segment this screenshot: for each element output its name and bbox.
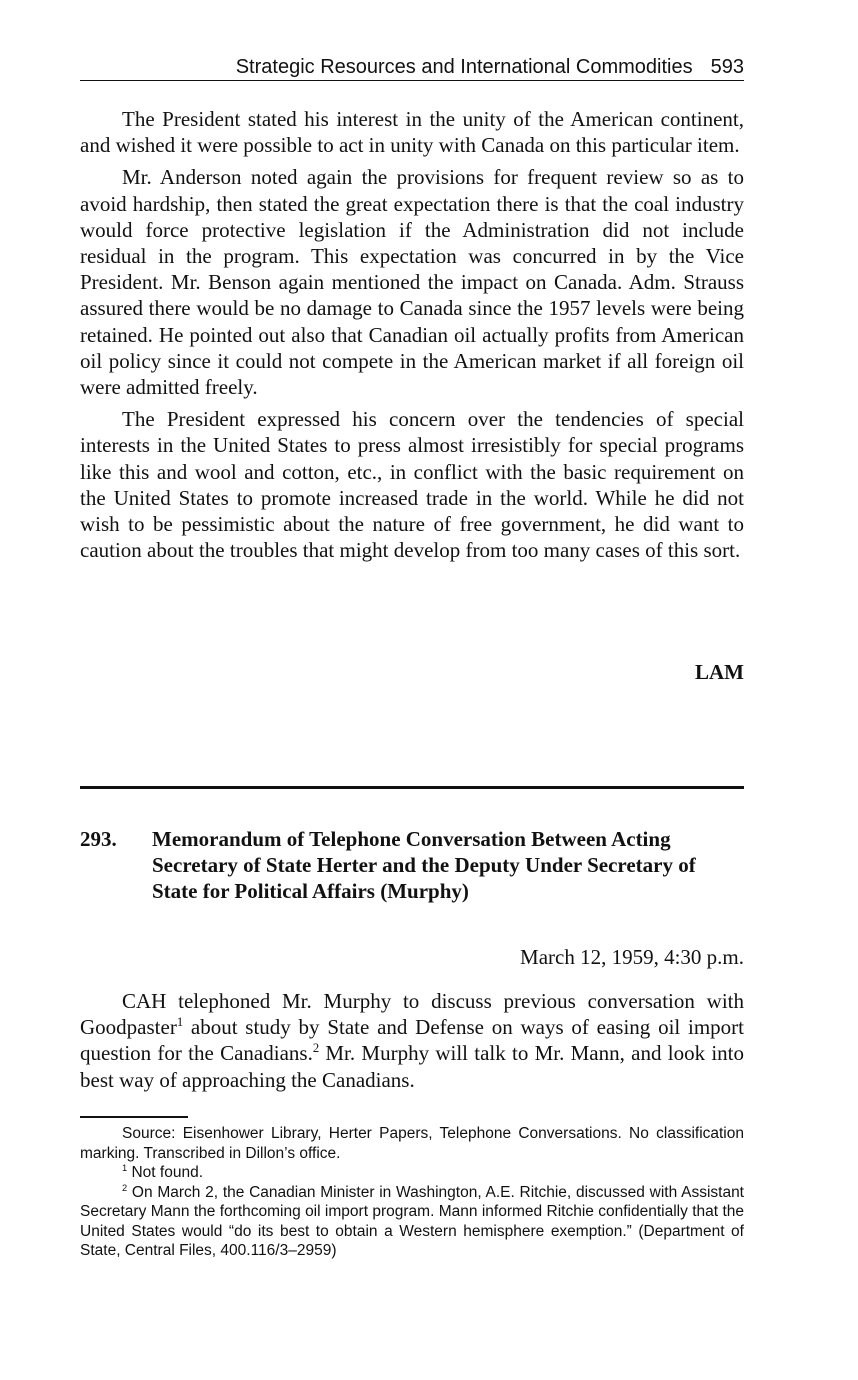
running-header xyxy=(80,54,744,81)
running-title: Strategic Resources and International Commodities xyxy=(235,56,693,78)
continued-text xyxy=(80,106,744,569)
dateline: March 12, 1959, 4:30 p.m. xyxy=(520,945,744,969)
footnote-text: On March 2, the Canadian Minister in Washington, A.E. Ritchie, discussed with Assistant Secretary Mann the forthcoming oil import program. Mann informed Ritchie confidentially that the United States would “do its best to obtain a Western hemisphere exemption.” (Department of State, Central Files, 400.116/3–2959) xyxy=(80,1183,744,1259)
footnote xyxy=(80,1183,744,1261)
source-note: Source: Eisenhower Library, Herter Papers, Telephone Conversations. No classification marking. Transcribed in Dillon’s office. xyxy=(80,1125,744,1162)
document-number: 293. xyxy=(80,827,117,851)
footnote-ref: 2 xyxy=(312,1041,320,1056)
document-title: Memorandum of Telephone Conversation Between Acting Secretary of State Herter and the Deputy Under Secretary of State for Political Affairs (Murphy) xyxy=(152,827,696,903)
footnote-ref: 1 xyxy=(176,1015,184,1030)
signature-initials: LAM xyxy=(695,660,744,684)
page-number: 593 xyxy=(710,56,744,78)
section-divider xyxy=(80,786,744,789)
paragraph: The President expressed his concern over the tendencies of special interests in the United States to press almost irresistibly for special programs like this and wool and cotton, etc., in conflict with the basic requirement on the United States to promote increased trade in the world. While he did not wish to be pessimistic about the nature of free government, he did want to caution about the troubles that might develop from too many cases of this sort. xyxy=(80,407,744,563)
memo-text-part: Mr. Murphy will talk to Mr. Mann, and look into best way of approaching the Canadians. xyxy=(80,1041,744,1092)
footnote-marker: 2 xyxy=(122,1182,128,1193)
memo-body xyxy=(80,988,744,1099)
footnote-marker: 1 xyxy=(122,1162,128,1173)
memo-text-part: about study by State and Defense on ways of easing oil import question for the Canadians. xyxy=(80,1015,744,1066)
footnotes xyxy=(80,1124,744,1261)
document-heading xyxy=(80,826,744,904)
paragraph xyxy=(80,988,744,1093)
paragraph: Mr. Anderson noted again the provisions for frequent review so as to avoid hardship, then stated the great expectation there is that the coal industry would force protective legislation if the Administration did not include residual in the program. This expectation was concurred in by the Vice President. Mr. Benson again mentioned the impact on Canada. Adm. Strauss assured there would be no damage to Canada since the 1957 levels were being retained. He pointed out also that Canadian oil actually profits from American oil policy since it could not compete in the American market if all foreign oil were admitted freely. xyxy=(80,165,744,400)
memo-text-part: CAH telephoned Mr. Murphy to discuss previous conversation with Goodpaster xyxy=(80,989,744,1040)
footnote-divider xyxy=(80,1116,188,1118)
footnote xyxy=(80,1163,744,1183)
paragraph: The President stated his interest in the unity of the American continent, and wished it were possible to act in unity with Canada on this particular item. xyxy=(80,107,744,158)
footnote-text: Not found. xyxy=(127,1164,203,1181)
